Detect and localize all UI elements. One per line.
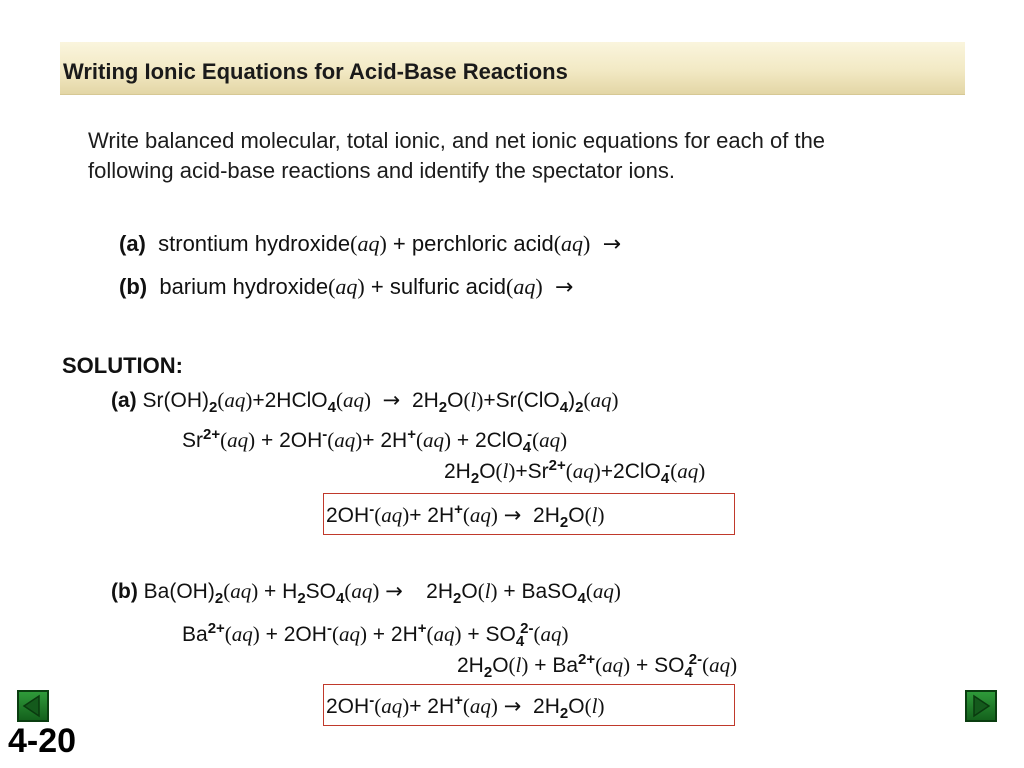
solution-a-label: (a): [111, 389, 137, 412]
title-bar: [60, 42, 965, 95]
total-ionic-equation-a-products: $2H_2O(l)+Sr^{2+}(aq)+2ClO_4^-(aq)$: [444, 457, 706, 487]
previous-slide-button[interactable]: [17, 690, 49, 722]
molecular-equation-b: (b) $Ba(OH)_2(aq) + H_2SO_4(aq)$ → $2H_2O(l)$ + BaSO$_4$(aq): [111, 579, 621, 607]
reaction-arrow: →: [602, 232, 622, 257]
question-a-reactant-1: strontium hydroxide: [158, 231, 351, 256]
next-slide-button[interactable]: [965, 690, 997, 722]
question-a: (a) strontium hydroxide(aq) + perchloric acid(aq) →: [119, 231, 622, 257]
intro-line-1: Write balanced molecular, total ionic, and net ionic equations for each of the: [88, 128, 826, 153]
intro-line-2: following acid-base reactions and identify the spectator ions.: [88, 158, 676, 183]
question-a-label: (a): [119, 231, 146, 256]
total-ionic-equation-b-reactants: $Ba^{2+}(aq) + 2OH^-(aq) + 2H^+(aq) + SO_4^{2-}(aq)$: [182, 620, 569, 650]
question-b-label: (b): [119, 274, 148, 299]
slide-title: Writing Ionic Equations for Acid-Base Reactions: [63, 59, 568, 84]
net-ionic-equation-a: $2OH^-(aq)+ 2H^+(aq) \to 2H_2O(l)$: [326, 501, 605, 531]
triangle-left-icon: [19, 692, 47, 720]
question-a-reactant-2: perchloric acid: [411, 231, 554, 256]
triangle-right-icon: [967, 692, 995, 720]
question-b-reactant-2: sulfuric acid: [389, 274, 506, 299]
reaction-arrow: →: [554, 275, 574, 300]
molecular-equation-a: (a) $Sr(OH)_2(aq)+2HClO_4(aq) \to 2H_2O(l)+Sr(ClO_4)_2(aq)$: [111, 388, 619, 416]
solution-heading: SOLUTION:: [62, 353, 183, 378]
solution-b-label: (b): [111, 580, 138, 603]
question-b: (b) barium hydroxide(aq) + sulfuric acid(aq) →: [119, 274, 574, 300]
total-ionic-equation-b-products: $2H_2O(l) + Ba^{2+}(aq) + SO_4^{2-}(aq)$: [457, 651, 738, 681]
slide-number: 4-20: [8, 722, 77, 760]
total-ionic-equation-a-reactants: $Sr^{2+}(aq) + 2OH^-(aq)+ 2H^+(aq) + 2ClO_4^-(aq)$: [182, 426, 568, 456]
question-b-reactant-1: barium hydroxide: [159, 274, 329, 299]
net-ionic-equation-b: $2OH^-(aq)+ 2H^+(aq) \to 2H_2O(l)$: [326, 692, 605, 722]
